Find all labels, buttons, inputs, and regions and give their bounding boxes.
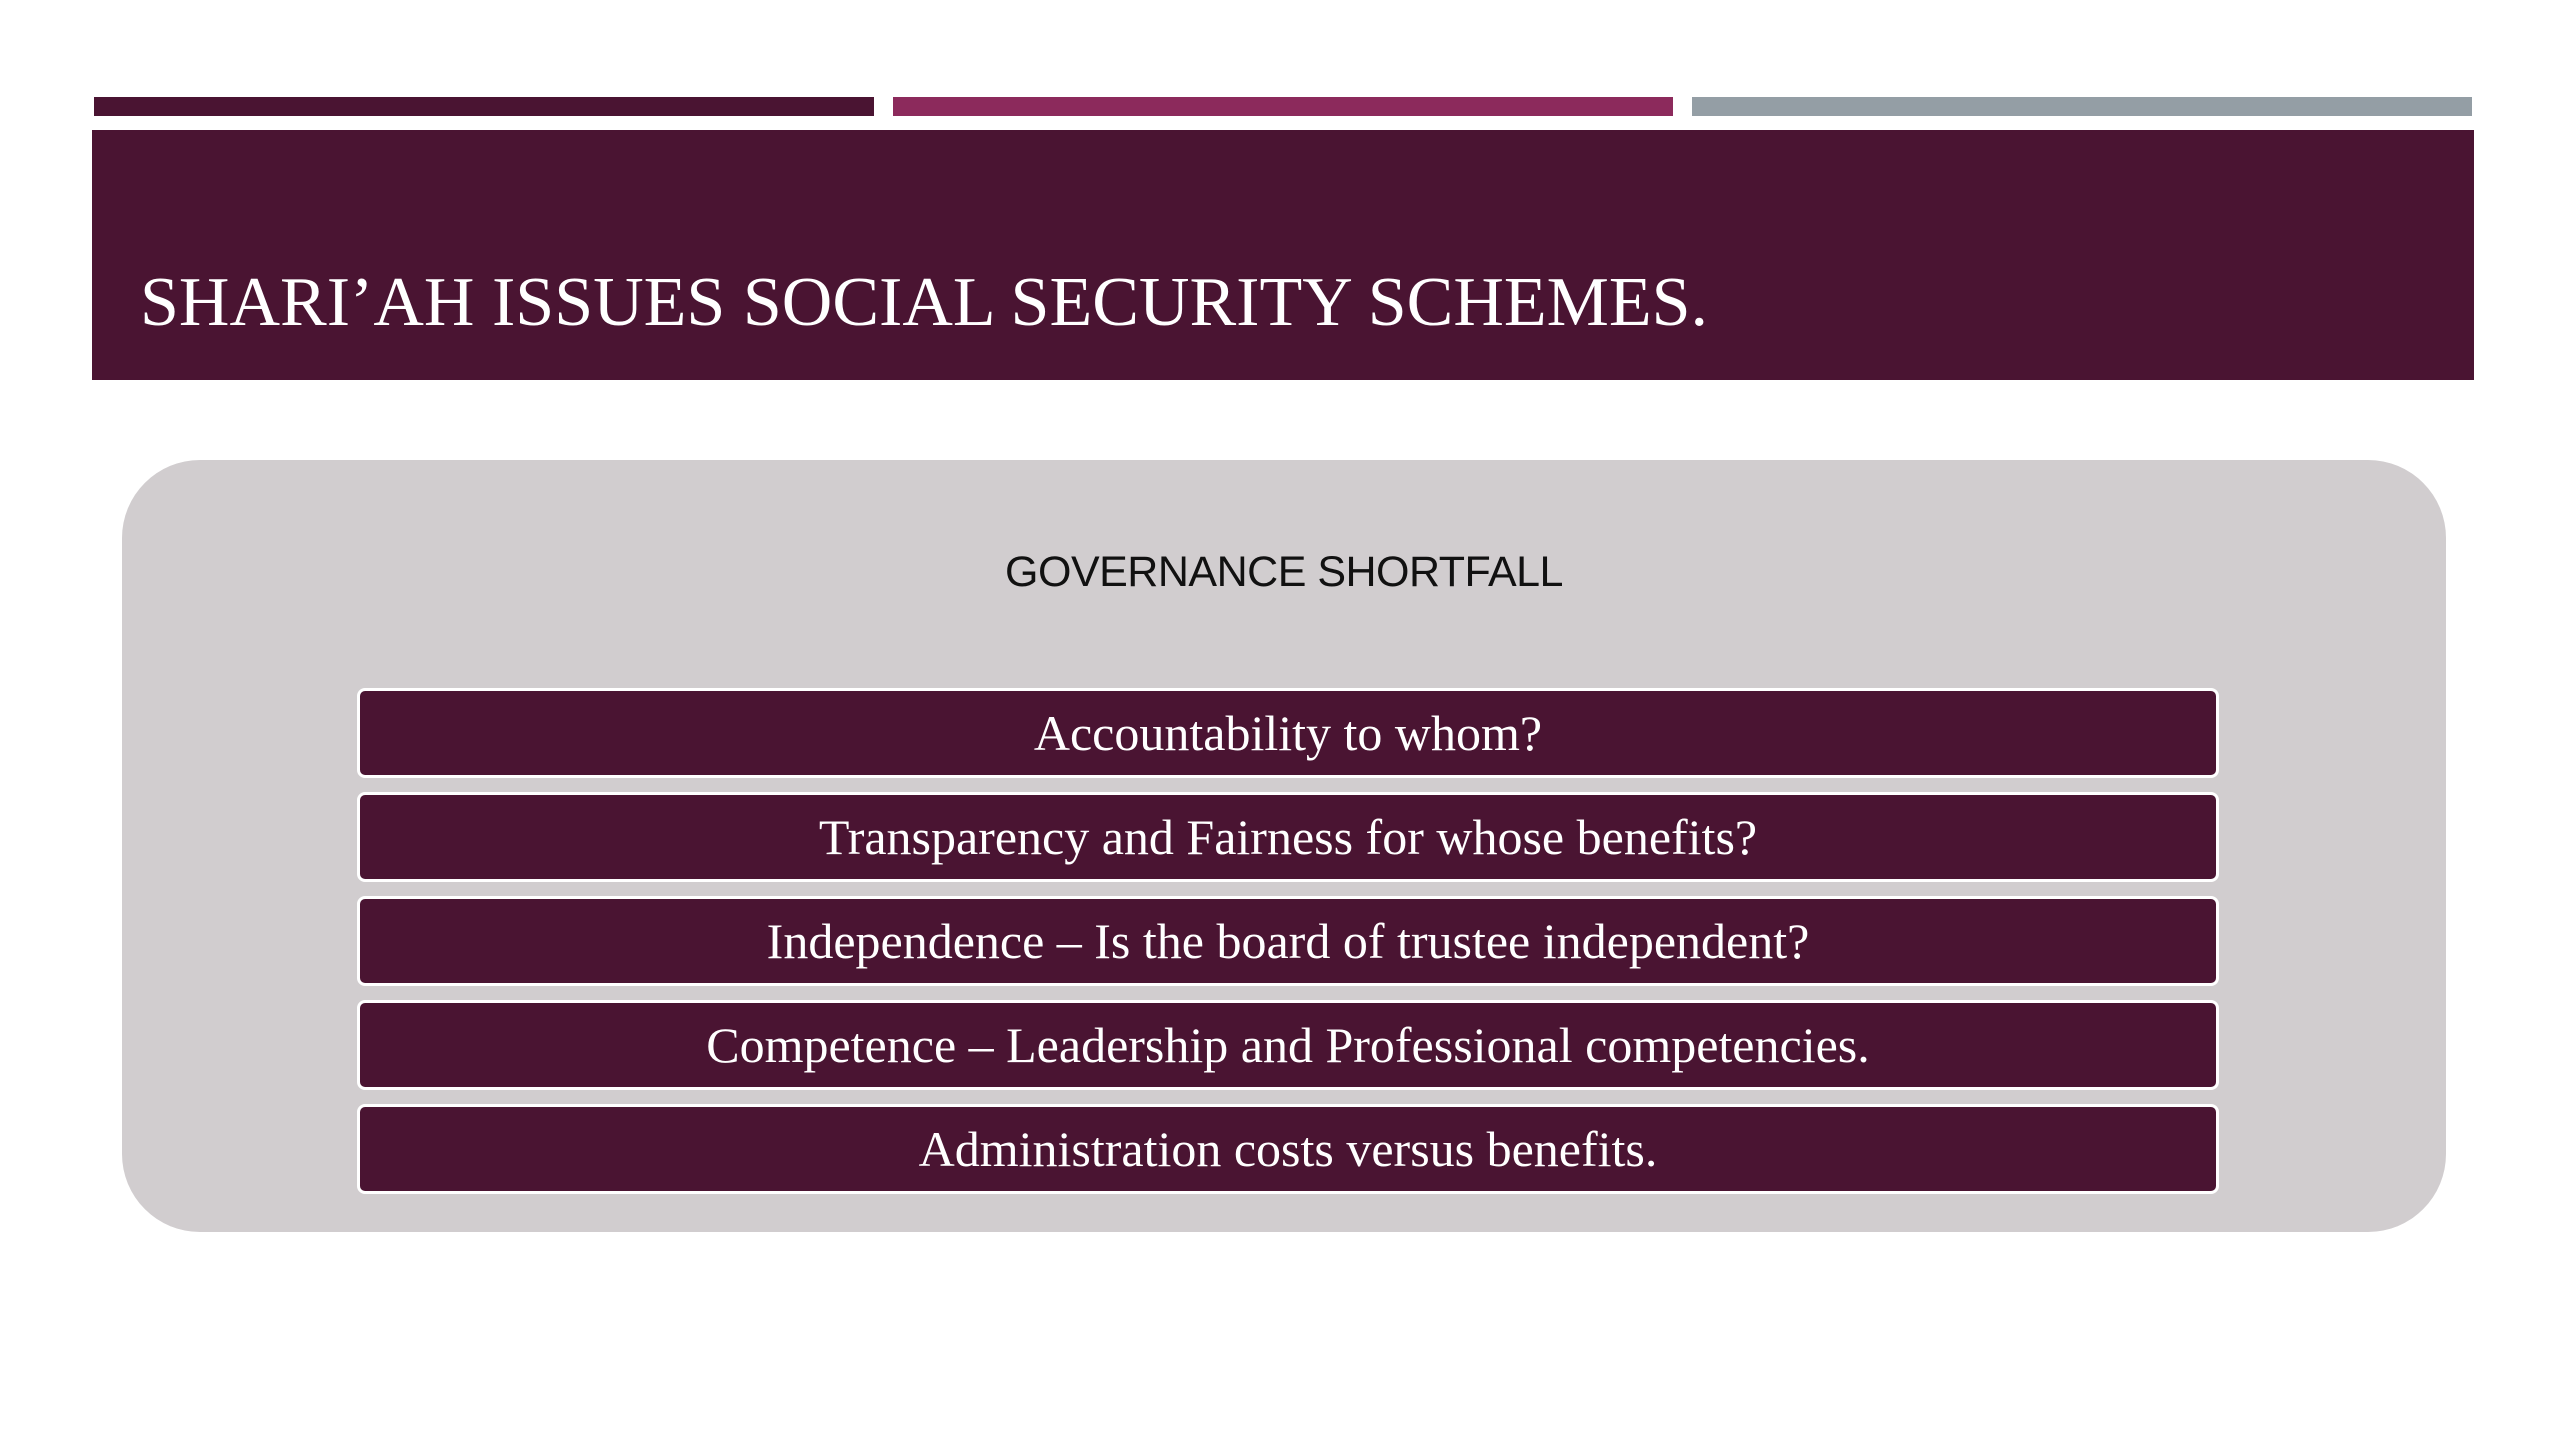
- panel-heading: GOVERNANCE SHORTFALL: [1005, 548, 1563, 596]
- title-band: [92, 130, 2474, 380]
- list-item-competence: Competence – Leadership and Professional competencies.: [357, 1000, 2219, 1090]
- governance-item-list: [357, 688, 2219, 1208]
- list-item-accountability: Accountability to whom?: [357, 688, 2219, 778]
- accent-bar-secondary: [893, 97, 1673, 116]
- accent-bar-tertiary: [1692, 97, 2472, 116]
- governance-panel: [122, 460, 2446, 1232]
- list-item-independence: Independence – Is the board of trustee independent?: [357, 896, 2219, 986]
- list-item-transparency: Transparency and Fairness for whose benefits?: [357, 792, 2219, 882]
- slide-title: SHARI’AH ISSUES SOCIAL SECURITY SCHEMES.: [140, 264, 1709, 341]
- list-item-administration-costs: Administration costs versus benefits.: [357, 1104, 2219, 1194]
- accent-bar-primary: [94, 97, 874, 116]
